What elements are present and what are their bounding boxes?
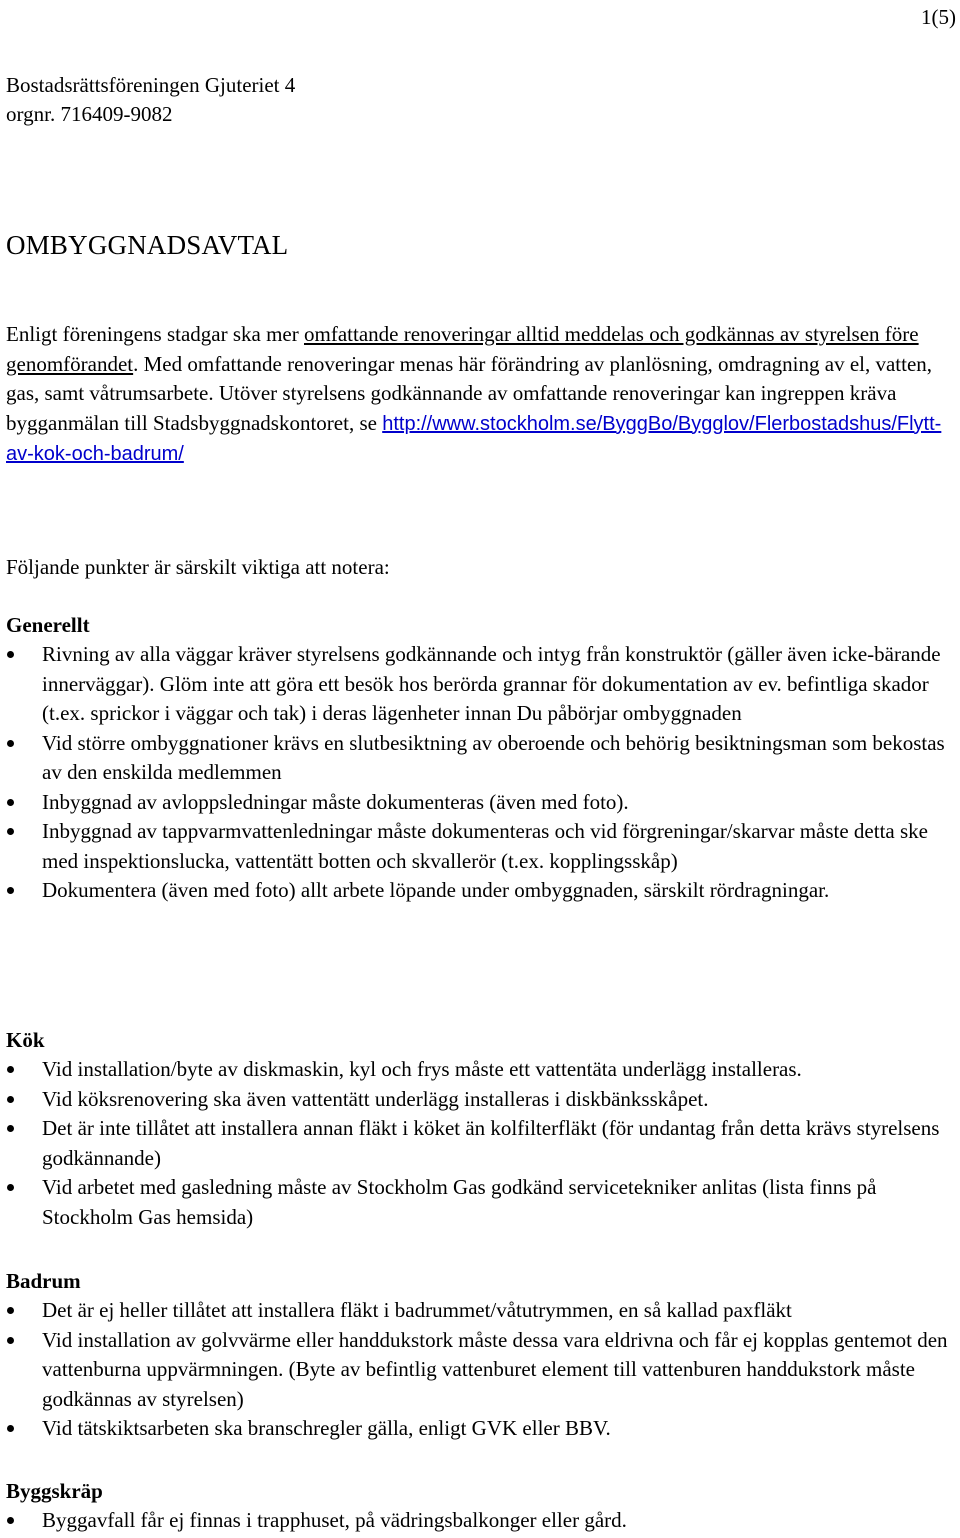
stadsbyggnad-link[interactable]: http://www.stockholm.se/ByggBo/Bygglov/Flerbostadshus/Flytt-av-kok-och-badrum/ [6, 412, 942, 465]
bullet-icon [7, 799, 14, 806]
list-item-text: Vid större ombyggnationer krävs en slutbesiktning av oberoende och behörig besiktningsman som bekostas av den enskilda medlemmen [42, 730, 945, 784]
section-badrum [6, 1267, 958, 1444]
section-heading: Generellt [6, 613, 90, 637]
bullet-icon [7, 1307, 14, 1314]
bullet-icon [7, 887, 14, 894]
list-item-text: Vid installation av golvvärme eller handdukstork måste dessa vara eldrivna och får ej kopplas gentemot den vattenburna uppvärmningen. (Byte av befintlig vattenburet element till vattenburen handdukstork måste godkännas av styrelsen) [42, 1327, 948, 1411]
list-item-text: Det är ej heller tillåtet att installera fläkt i badrummet/våtutrymmen, en så kallad paxfläkt [42, 1298, 792, 1322]
section-byggskrap [6, 1477, 958, 1536]
page-number: 1(5) [921, 5, 956, 29]
bullet-icon [7, 651, 14, 658]
list-item [6, 1173, 958, 1232]
list-item [6, 1326, 958, 1415]
list-item-text: Dokumentera (även med foto) allt arbete löpande under ombyggnaden, särskilt rördragningar. [42, 878, 830, 902]
list-item-text: Vid installation/byte av diskmaskin, kyl och frys måste ett vattentäta underlägg installeras. [42, 1057, 802, 1081]
intro-text-1: Enligt föreningens stadgar ska mer [6, 322, 304, 346]
intro-paragraph [6, 320, 956, 470]
bullet-list [6, 1506, 958, 1536]
list-item-text: Vid köksrenovering ska även vattentätt underlägg installeras i diskbänksskåpet. [42, 1086, 709, 1111]
bullet-icon [7, 1425, 14, 1432]
org-number: orgnr. 716409-9082 [6, 102, 173, 126]
list-item [6, 1055, 958, 1085]
intro-text-2: . Med omfattande renoveringar menas här förändring av planlösning, omdragning av el, vatten, gas, samt våtrumsarbete. Utöver styrelsens godkännande av omfattande renoveringar kan ingreppen kräva bygganmälan till Stadsbyggnadskontoret, se [6, 351, 933, 435]
bullet-icon [7, 1517, 14, 1524]
list-item [6, 729, 958, 788]
list-item [6, 1296, 958, 1326]
bullet-list [6, 1055, 958, 1232]
list-item-text: Byggavfall får ej finnas i trapphuset, på vädringsbalkonger eller gård. [42, 1508, 627, 1532]
bullet-icon [7, 1096, 14, 1103]
intro-underlined-text: omfattande renoveringar alltid meddelas och godkännas av styrelsen före genomförandet [6, 322, 919, 376]
list-item-text: Vid tätskiktsarbeten ska branschregler gälla, enligt GVK eller BBV. [42, 1416, 611, 1440]
section-generellt [6, 611, 958, 906]
bullet-icon [7, 1066, 14, 1073]
list-item [6, 1114, 958, 1173]
document-title: OMBYGGNADSAVTAL [6, 230, 289, 260]
lead-text: Följande punkter är särskilt viktiga att notera: [6, 555, 390, 579]
list-item [6, 817, 958, 876]
list-item [6, 788, 958, 818]
bullet-icon [7, 1184, 14, 1191]
list-item [6, 1085, 958, 1115]
section-heading: Kök [6, 1028, 45, 1052]
list-item-text: Vid arbetet med gasledning måste av Stockholm Gas godkänd servicetekniker anlitas (lista finns på Stockholm Gas hemsida) [42, 1175, 877, 1229]
bullet-icon [7, 828, 14, 835]
bullet-list [6, 640, 958, 906]
document-header [6, 71, 295, 129]
bullet-icon [7, 1337, 14, 1344]
list-item [6, 876, 958, 906]
section-kok [6, 1026, 958, 1232]
section-heading: Byggskräp [6, 1479, 103, 1503]
bullet-icon [7, 1125, 14, 1132]
org-name: Bostadsrättsföreningen Gjuteriet 4 [6, 73, 296, 97]
list-item [6, 1506, 958, 1536]
list-item [6, 640, 958, 729]
list-item-text: Inbyggnad av tappvarmvattenledningar måste dokumenteras och vid förgreningar/skarvar måste detta ske med inspektionslucka, vattentätt botten och skvallerör (t.ex. kopplingsskåp) [42, 819, 928, 873]
list-item-text: Det är inte tillåtet att installera annan fläkt i köket än kolfilterfläkt (för undantag från detta krävs styrelsens godkännande) [42, 1116, 940, 1170]
list-item-text: Inbyggnad av avloppsledningar måste dokumenteras (även med foto). [42, 789, 629, 814]
list-item-text: Rivning av alla väggar kräver styrelsens godkännande och intyg från konstruktör (gäller även icke-bärande innerväggar). Glöm inte att göra ett besök hos berörda grannar för dokumentation av ev. befintliga skador (t.ex. sprickor i väggar och tak) i deras lägenheter innan Du påbörjar ombyggnaden [42, 642, 941, 725]
section-heading: Badrum [6, 1269, 81, 1293]
bullet-list [6, 1296, 958, 1444]
bullet-icon [7, 740, 14, 747]
list-item [6, 1414, 958, 1444]
